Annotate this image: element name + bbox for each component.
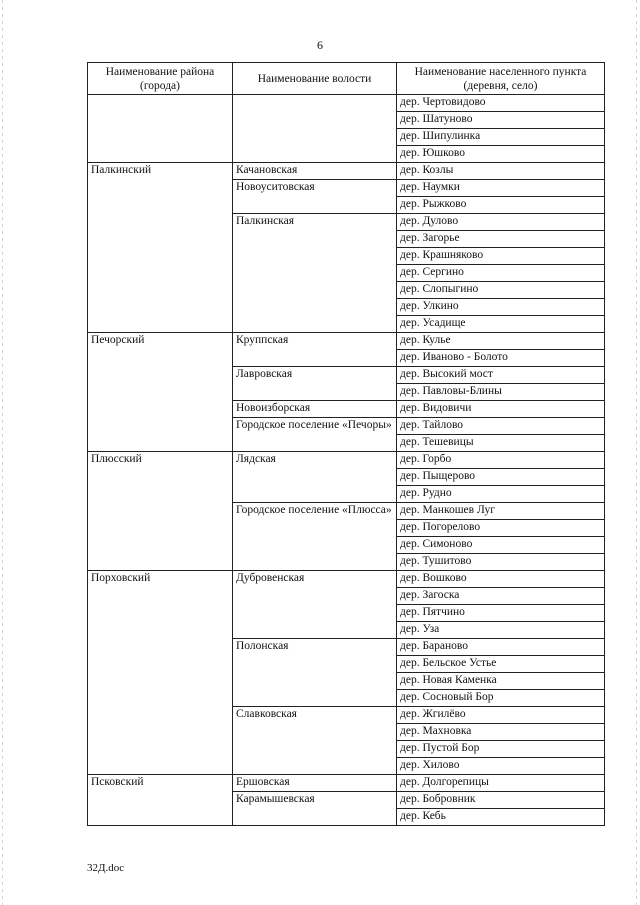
settlement-cell: дер. Жгилёво — [397, 707, 605, 724]
settlement-cell: дер. Тайлово — [397, 418, 605, 435]
settlement-cell: дер. Долгорепицы — [397, 775, 605, 792]
table-row — [88, 775, 605, 792]
settlement-cell: дер. Сосновый Бор — [397, 690, 605, 707]
settlement-cell: дер. Рыжково — [397, 197, 605, 214]
scan-edge-left — [2, 0, 3, 905]
volost-cell: Круппская — [233, 333, 397, 367]
volost-cell: Лавровская — [233, 367, 397, 401]
settlement-cell: дер. Пятчино — [397, 605, 605, 622]
settlement-cell: дер. Загорье — [397, 231, 605, 248]
settlement-cell: дер. Тушитово — [397, 554, 605, 571]
settlement-cell: дер. Пустой Бор — [397, 741, 605, 758]
settlement-cell: дер. Симоново — [397, 537, 605, 554]
header-settlement: Наименование населенного пункта (деревня, село) — [397, 63, 605, 95]
settlement-cell: дер. Рудно — [397, 486, 605, 503]
table-row — [88, 95, 605, 112]
volost-cell — [233, 95, 397, 163]
settlement-cell: дер. Юшково — [397, 146, 605, 163]
volost-cell: Новоуситовская — [233, 180, 397, 214]
footer-filename: 32Д.doc — [87, 862, 125, 874]
table-body — [88, 95, 605, 826]
volost-cell: Дубровенская — [233, 571, 397, 639]
settlements-table — [87, 62, 605, 826]
volost-cell: Палкинская — [233, 214, 397, 333]
settlement-cell: дер. Погорелово — [397, 520, 605, 537]
volost-cell: Городское поселение «Печоры» — [233, 418, 397, 452]
settlement-cell: дер. Павловы-Блины — [397, 384, 605, 401]
district-cell: Печорский — [88, 333, 233, 452]
table-row — [88, 571, 605, 588]
table-row — [88, 452, 605, 469]
settlement-cell: дер. Кулье — [397, 333, 605, 350]
table-header-row — [88, 63, 605, 95]
volost-cell: Ершовская — [233, 775, 397, 792]
settlement-cell: дер. Горбо — [397, 452, 605, 469]
settlement-cell: дер. Видовичи — [397, 401, 605, 418]
settlement-cell: дер. Козлы — [397, 163, 605, 180]
settlement-cell: дер. Дулово — [397, 214, 605, 231]
table-row — [88, 163, 605, 180]
volost-cell: Полонская — [233, 639, 397, 707]
volost-cell: Качановская — [233, 163, 397, 180]
settlement-cell: дер. Бобровник — [397, 792, 605, 809]
settlement-cell: дер. Улкино — [397, 299, 605, 316]
settlement-cell: дер. Хилово — [397, 758, 605, 775]
settlement-cell: дер. Бельское Устье — [397, 656, 605, 673]
header-district: Наименование района (города) — [88, 63, 233, 95]
scan-edge-right — [636, 0, 637, 905]
district-cell: Псковский — [88, 775, 233, 826]
settlement-cell: дер. Тешевицы — [397, 435, 605, 452]
settlement-cell: дер. Бараново — [397, 639, 605, 656]
settlement-cell: дер. Кебь — [397, 809, 605, 826]
volost-cell: Карамышевская — [233, 792, 397, 826]
page-number: 6 — [317, 38, 323, 52]
district-cell: Палкинский — [88, 163, 233, 333]
settlement-cell: дер. Слопыгино — [397, 282, 605, 299]
settlement-cell: дер. Уза — [397, 622, 605, 639]
settlement-cell: дер. Вошково — [397, 571, 605, 588]
settlement-cell: дер. Новая Каменка — [397, 673, 605, 690]
settlement-cell: дер. Сергино — [397, 265, 605, 282]
volost-cell: Новоизборская — [233, 401, 397, 418]
settlement-cell: дер. Загоска — [397, 588, 605, 605]
settlement-cell: дер. Шипулинка — [397, 129, 605, 146]
header-volost: Наименование волости — [233, 63, 397, 95]
table-row — [88, 333, 605, 350]
volost-cell: Лядская — [233, 452, 397, 503]
settlement-cell: дер. Усадище — [397, 316, 605, 333]
district-cell: Плюсский — [88, 452, 233, 571]
settlement-cell: дер. Шатуново — [397, 112, 605, 129]
volost-cell: Городское поселение «Плюсса» — [233, 503, 397, 571]
settlement-cell: дер. Иваново - Болото — [397, 350, 605, 367]
district-cell — [88, 95, 233, 163]
settlement-cell: дер. Наумки — [397, 180, 605, 197]
settlement-cell: дер. Махновка — [397, 724, 605, 741]
settlement-cell: дер. Пыщерово — [397, 469, 605, 486]
volost-cell: Славковская — [233, 707, 397, 775]
settlement-cell: дер. Крашняково — [397, 248, 605, 265]
settlement-cell: дер. Высокий мост — [397, 367, 605, 384]
district-cell: Порховский — [88, 571, 233, 775]
settlement-cell: дер. Чертовидово — [397, 95, 605, 112]
settlement-cell: дер. Манкошев Луг — [397, 503, 605, 520]
